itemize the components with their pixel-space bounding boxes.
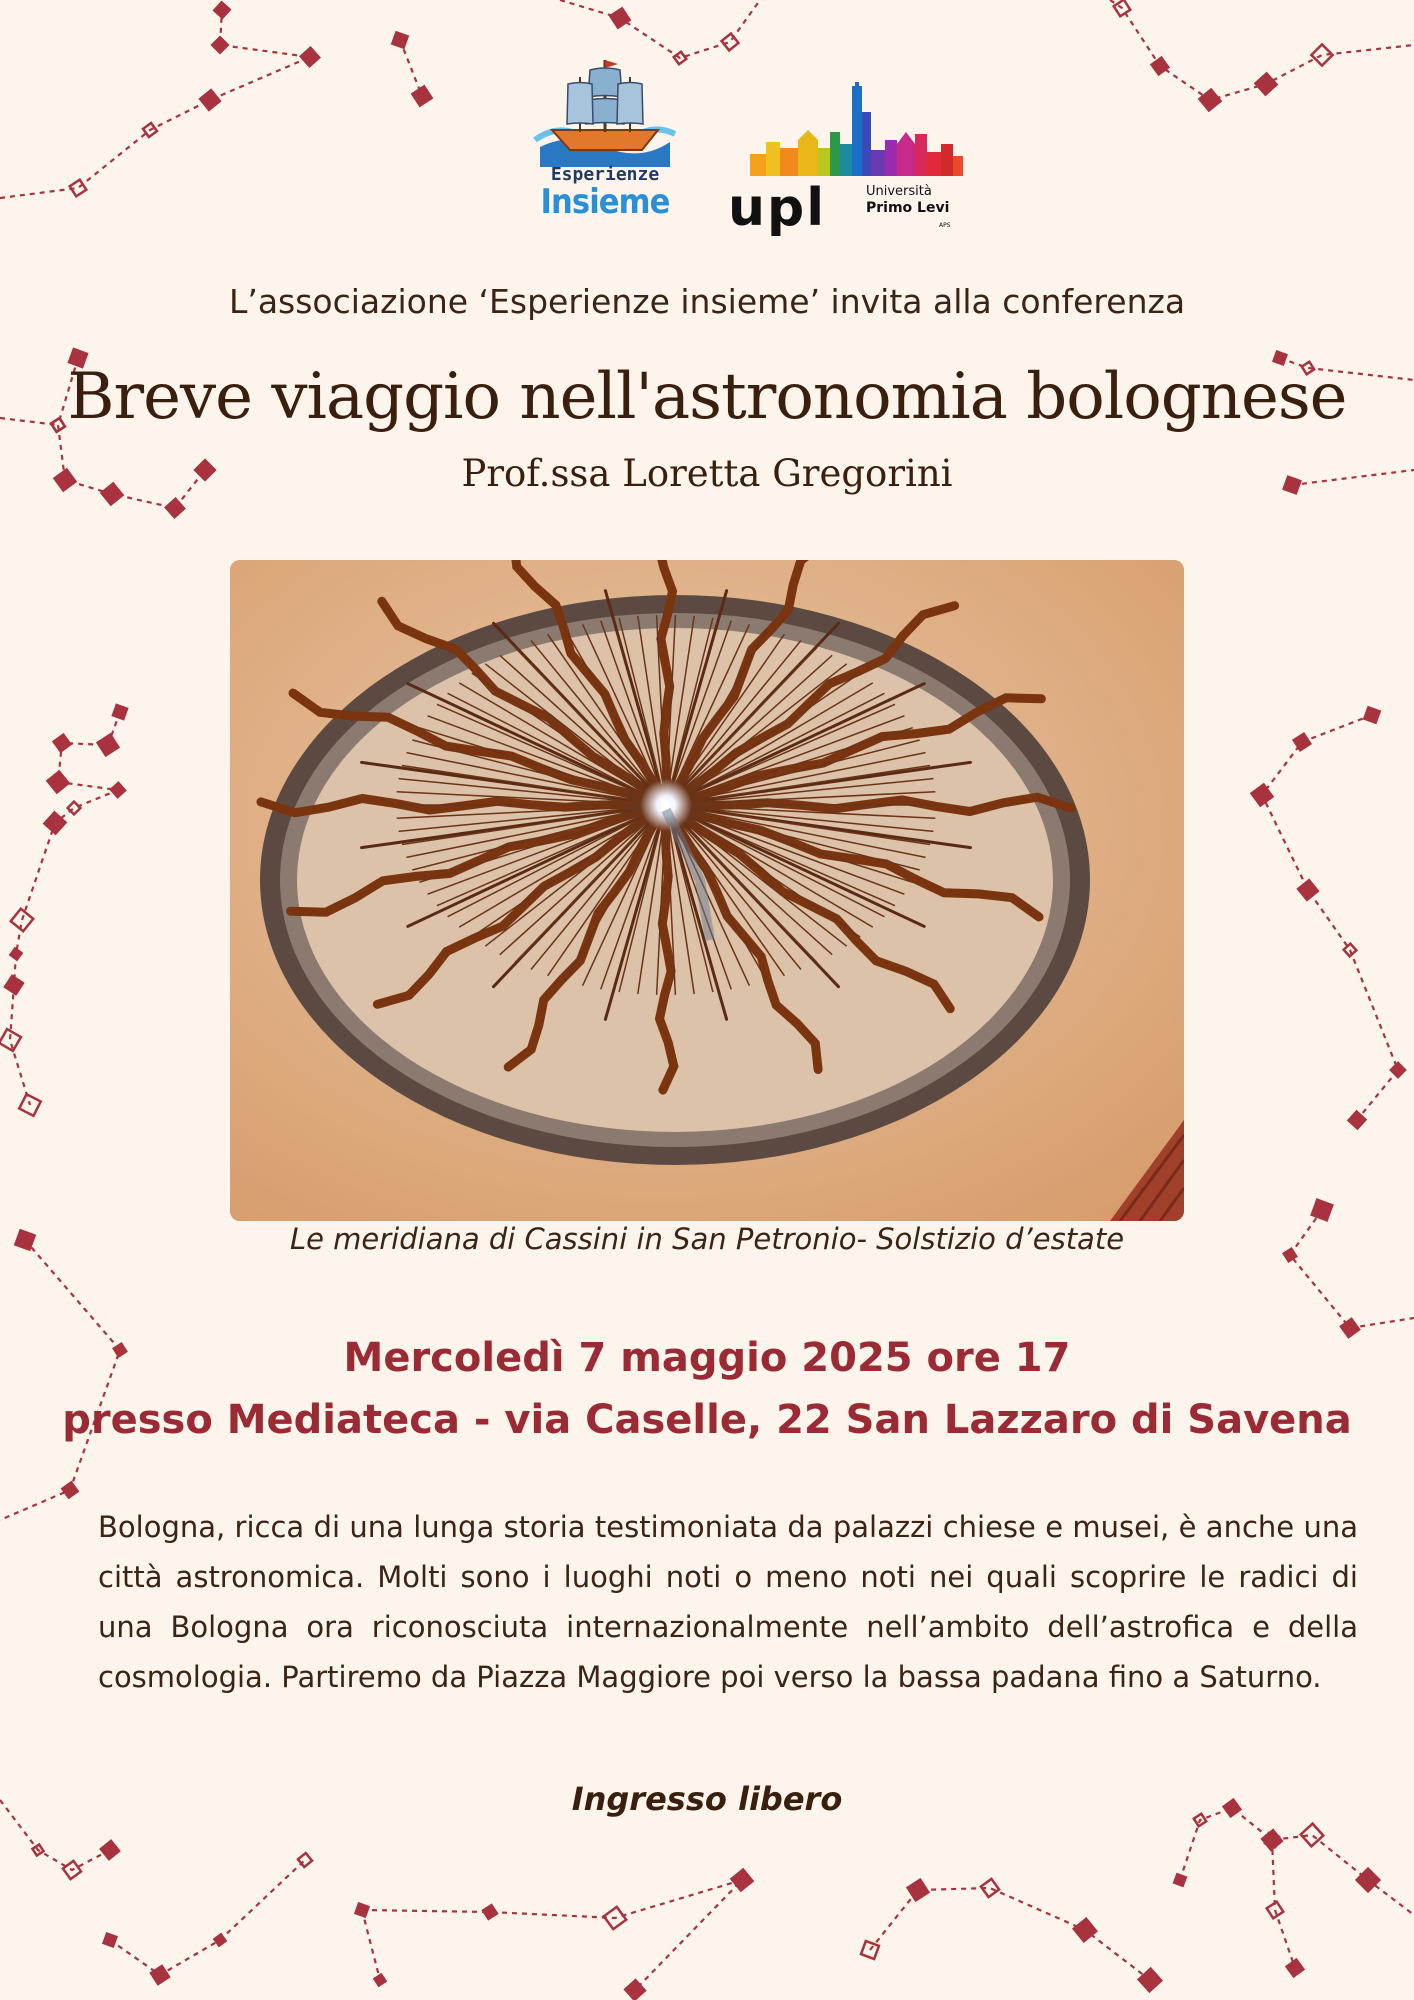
city-skyline-icon <box>726 82 966 177</box>
logo-upl-letters: upl <box>728 178 827 238</box>
meridian-photo <box>230 560 1184 1221</box>
logo-bar <box>0 52 1414 252</box>
logo-insieme-text: Insieme <box>540 182 670 222</box>
speaker-name: Prof.ssa Loretta Gregorini <box>461 452 953 495</box>
page-title: Breve viaggio nell'astronomia bolognese <box>67 360 1347 434</box>
logo-primo-levi-text: Primo Levi <box>866 200 950 216</box>
photo-caption: Le meridiana di Cassini in San Petronio- Solstizio d’estate <box>289 1222 1125 1256</box>
ship-icon <box>530 52 680 167</box>
esperienze-insieme-logo <box>530 52 680 232</box>
event-date: Mercoledì 7 maggio 2025 ore 17 <box>343 1335 1071 1381</box>
entry-note: Ingresso libero <box>571 1780 843 1818</box>
upl-logo <box>726 82 966 242</box>
sun-meridian-illustration <box>230 560 1184 1221</box>
logo-universita-text: Università <box>866 184 932 199</box>
invite-line: L’associazione ‘Esperienze insieme’ invita alla conferenza <box>228 282 1186 321</box>
logo-aps-text: APS <box>939 222 951 229</box>
logo-esperienze-text: Esperienze <box>550 164 660 185</box>
event-place: presso Mediateca - via Caselle, 22 San Lazzaro di Savena <box>62 1397 1352 1443</box>
event-description: Bologna, ricca di una lunga storia testimoniata da palazzi chiese e musei, è anche una città astronomica. Molti sono i luoghi noti o meno noti nei quali scoprire le radici di una Bologna ora riconosciuta internazionalmente nell’ambito dell’astrofica e della cosmologia. Partiremo da Piazza Maggiore poi verso la bassa padana fino a Saturno. <box>98 1510 1358 1694</box>
